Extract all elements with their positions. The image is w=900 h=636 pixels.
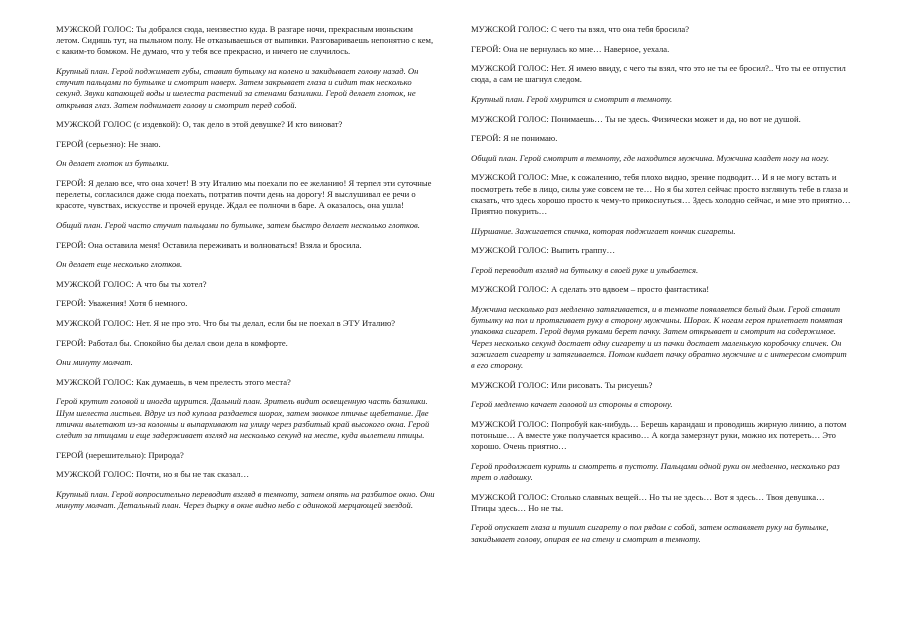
- dialogue-line: МУЖСКОЙ ГОЛОС: Мне, к сожалению, тебя плохо видно, зрение подводит… И я не могу встать и посмотреть тебе в лицо, силы уже совсем не те… Но я бы хотел сейчас просто взглянуть тебе в глаза и сказать, что здесь хорошо просто к чему-то прикоснуться… Здесь холодно сейчас, и мне это приятно… Приятно покурить…: [471, 172, 851, 216]
- dialogue-line: ГЕРОЙ (серьезно): Не знаю.: [56, 138, 161, 149]
- dialogue-line: МУЖСКОЙ ГОЛОС: Как думаешь, в чем прелесть этого места?: [56, 376, 291, 387]
- dialogue-line: ГЕРОЙ: Я не понимаю.: [471, 133, 558, 144]
- dialogue-line: МУЖСКОЙ ГОЛОС: А сделать это вдвоем – просто фантастика!: [471, 284, 710, 295]
- dialogue-line: МУЖСКОЙ ГОЛОС: Понимаешь… Ты не здесь. Физически может и да, но вот не душой.: [471, 113, 801, 124]
- dialogue-line: МУЖСКОЙ ГОЛОС: Нет. Я имею ввиду, с чего ты взял, что это не ты ее бросил?.. Что ты ее отпустил сюда, а сам не шагнул следом.: [471, 63, 846, 85]
- dialogue-line: ГЕРОЙ: Работал бы. Спокойно бы делал свои дела в комфорте.: [56, 337, 288, 348]
- dialogue-line: ГЕРОЙ (нерешительно): Природа?: [56, 449, 184, 460]
- dialogue-line: ГЕРОЙ: Она не вернулась ко мне… Наверное, уехала.: [471, 43, 670, 54]
- stage-direction: Мужчина несколько раз медленно затягивается, и в темноте появляется белый дым. Герой ставит бутылку на пол и протягивает руку в сторону мужчины. Шорох. К ногам героя прилетает помятая упаковка сигарет. Герой двумя руками берет пачку. Затем открывает и смотрит на содержимое. Через несколько секунд достает одну сигарету и из пачки достает маленькую коробочку спичек. Он зажигает сигарету и затягивается. Потом кидает пачку обратно мужчине и с интересом смотрит в его сторону.: [471, 303, 847, 370]
- stage-direction: Они минуту молчат.: [56, 357, 133, 368]
- dialogue-line: МУЖСКОЙ ГОЛОС: Почти, но я бы не так сказал…: [56, 469, 250, 480]
- dialogue-line: ГЕРОЙ: Уважения! Хотя б немного.: [56, 298, 188, 309]
- stage-direction: Он делает глоток из бутылки.: [56, 158, 169, 169]
- left-column: [56, 24, 436, 520]
- dialogue-line: МУЖСКОЙ ГОЛОС: Или рисовать. Ты рисуешь?: [471, 379, 653, 390]
- dialogue-line: МУЖСКОЙ ГОЛОС: Столько славных вещей… Но ты не здесь… Вот я здесь… Твоя девушка… Птицы здесь… Но не ты.: [471, 491, 825, 513]
- stage-direction: Общий план. Герой смотрит в темноту, где находится мужчина. Мужчина кладет ногу на ногу.: [471, 152, 830, 163]
- dialogue-line: МУЖСКОЙ ГОЛОС: Попробуй как-нибудь… Берешь карандаш и проводишь жирную линию, а потом потоньше… А вместе уже получается красиво… А когда замерзнут руки, можно их потереть… Это хорошо. Очень приятно…: [471, 418, 847, 452]
- dialogue-line: ГЕРОЙ: Она оставила меня! Оставила переживать и волноваться! Взяла и бросила.: [56, 239, 362, 250]
- dialogue-line: МУЖСКОЙ ГОЛОС: С чего ты взял, что она тебя бросила?: [471, 24, 690, 34]
- dialogue-line: МУЖСКОЙ ГОЛОС (с издевкой): О, так дело в этой девушке? И кто виноват?: [56, 119, 343, 130]
- stage-direction: Крупный план. Герой поджимает губы, ставит бутылку на колено и закидывает голову назад. Он стучит пальцами по бутылке и смотрит наверх. Затем закрывает глаза и сидит так несколько секунд. Звуки капающей воды и шелеста растений за стенами базилики. Герой делает глоток, не открывая глаз. Затем поднимает голову и смотрит перед собой.: [56, 66, 419, 110]
- dialogue-line: МУЖСКОЙ ГОЛОС: Выпить граппу…: [471, 245, 616, 256]
- stage-direction: Общий план. Герой часто стучит пальцами по бутылке, затем быстро делает несколько глотков.: [56, 219, 420, 230]
- dialogue-line: МУЖСКОЙ ГОЛОС: А что бы ты хотел?: [56, 278, 207, 289]
- dialogue-line: МУЖСКОЙ ГОЛОС: Нет. Я не про это. Что бы ты делал, если бы не поехал в ЭТУ Италию?: [56, 317, 396, 328]
- stage-direction: Герой медленно качает головой из стороны в сторону.: [471, 399, 673, 410]
- dialogue-line: МУЖСКОЙ ГОЛОС: Ты добрался сюда, неизвестно куда. В разгаре ночи, прекрасным июньским летом. Сидишь тут, на пыльном полу. Не отказываешься от выпивки. Разговариваешь непонятно с кем, с каким-то бомжом. Не думаю, что у тебя все прекрасно, и ничего не случилось.: [56, 24, 434, 57]
- stage-direction: Герой опускает глаза и тушит сигарету о пол рядом с собой, затем оставляет руку на бутылке, закидывает голову, опирая ее на стену и смотрит в темноту.: [471, 522, 829, 544]
- stage-direction: Крупный план. Герой вопросительно переводит взгляд в темноту, затем опять на разбитое окно. Они минуту молчат. Детальный план. Через дырку в окне видно небо с одинокой мерцающей звездой.: [56, 488, 435, 510]
- dialogue-line: ГЕРОЙ: Я делаю все, что она хочет! В эту Италию мы поехали по ее желанию! Я терпел эти суточные перелеты, согласился даже сюда поехать, потратив почти день на дорогу! Я выслушивал ее речи о красоте, чувствах, искусстве и прочей ерунде. Ждал ее полночи в баре. А оказалось, она ушла!: [56, 177, 432, 211]
- stage-direction: Крупный план. Герой хмурится и смотрит в темноту.: [471, 93, 673, 104]
- stage-direction: Он делает еще несколько глотков.: [56, 259, 183, 270]
- stage-direction: Шуршание. Зажигается спичка, которая поджигает кончик сигареты.: [471, 225, 736, 236]
- right-column: [471, 24, 851, 553]
- stage-direction: Герой крутит головой и иногда щурится. Дальний план. Зритель видит освещенную часть базилики. Шум шелеста листьев. Вдруг из под купола раздается шорох, затем звонкое птичье щебетание. Две птички вылетают из-за колонны и выпархивают на улицу через разбитый край высокого окна. Герой следит за птицами и еще задерживает взгляд на несколько секунд на месте, куда вылетели птицы.: [56, 396, 430, 440]
- stage-direction: Герой переводит взгляд на бутылку в своей руке и улыбается.: [471, 264, 699, 275]
- stage-direction: Герой продолжает курить и смотреть в пустоту. Пальцами одной руки он медленно, несколько раз трет о ладошку.: [471, 460, 840, 482]
